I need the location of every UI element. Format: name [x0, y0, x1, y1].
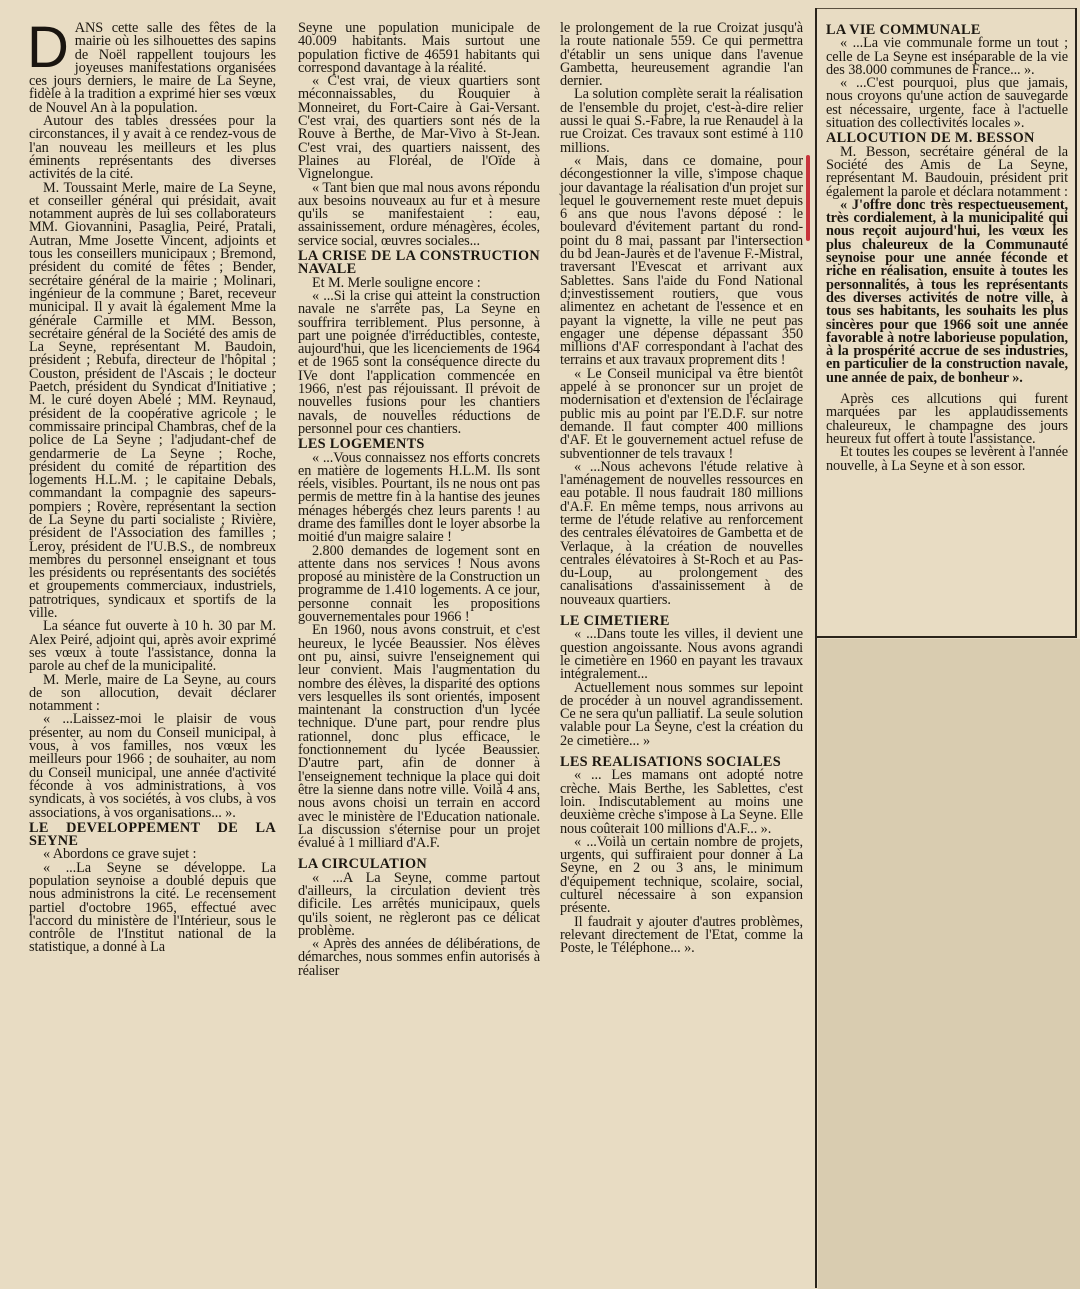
subheading-developpement: LE DEVELOPPEMENT DE LA SEYNE — [29, 819, 276, 850]
red-highlight-mark — [806, 155, 810, 241]
paragraph: Autour des tables dressées pour la circonstances, il y avait à ce rendez-vous de l'an nouveau les meilleurs et les plus éminents représentants des diverses activités de la cité. — [29, 113, 276, 183]
paragraph: Et toutes les coupes se levèrent à l'année nouvelle, à La Seyne et à son essor. — [826, 444, 1068, 474]
drop-cap: D — [27, 15, 69, 80]
column-4 — [826, 22, 1068, 473]
paragraph: « Le Conseil municipal va être bientôt appelé à se prononcer sur un projet de modernisation et d'extension de l'éclairage public mis au point par l'E.D.F. sur notre demande. Il faut compter 400 millions d'AF. Et le gouvernement actuel refuse de subventionner de tels travaux ! — [560, 365, 803, 462]
column-3 — [560, 22, 803, 955]
frame-top-rule — [815, 8, 1077, 9]
paragraph: Et M. Merle souligne encore : — [312, 274, 481, 291]
paragraph: Après ces allcutions qui furent marquées par les applaudissements chaleureux, le champagne des jours heureux fut offert à toute l'assistance. — [826, 391, 1068, 447]
subheading-logements: LES LOGEMENTS — [298, 436, 425, 453]
paragraph: « ...Dans toute les villes, il devient une question angoissante. Nous avons agrandi le cimetière en 1960 en payant les travaux intégralement... — [560, 626, 803, 683]
frame-bottom-rule — [815, 636, 1077, 638]
paragraph: M. Merle, maire de La Seyne, au cours de son allocution, devait déclarer notamment : — [29, 671, 276, 715]
paragraph: « Après des années de délibérations, de démarches, nous sommes enfin autorisés à réaliser — [298, 936, 540, 979]
paragraph: « Tant bien que mal nous avons répondu aux besoins nouveaux au fur et à mesure qu'ils se manifestaient : eau, assainissement, ordure ménagères, écoles, service social, œuvres sociales... — [298, 179, 540, 249]
paragraph: Actuellement nous sommes sur lepoint de procéder à un nouvel agrandissement. Ce ne sera qu'un palliatif. La seule solution valable pour La Seyne, c'est la création du 2e cimetière... » — [560, 679, 803, 749]
frame-right-rule — [1075, 8, 1077, 638]
paragraph: « ...Si la crise qui atteint la construction navale ne s'arrête pas, La Seyne en souffrira terriblement. Plus personne, à part une poignée d'irréductibles, conteste, aujourd'hui, que les licenciements de 1964 et de 1965 sont la conséquence directe du IVe dont l'application commencée en 1966, n'est pas réjouissant. Il prévoit de nouvelles fusions pour les chantiers navals, de nouvelles réductions de personnel pour ces chantiers. — [298, 287, 540, 437]
paragraph: « ...C'est pourquoi, plus que jamais, nous croyons qu'une action de sauvegarde est nécessaire, urgente, face à l'actuelle situation des collectivités locales ». — [826, 75, 1068, 132]
lead-paragraph: ANS cette salle des fêtes de la mairie où les silhouettes des sapins de Noël rappellent toujours les joyeuses manifestations organisées ces jours derniers, le maire de La Seyne, fidèle à la tradition a exprimé hier ses vœux de Nouvel An à la population. — [29, 20, 276, 116]
paragraph: La solution complète serait la réalisation de l'ensemble du projet, c'est-à-dire relier aussi le quai S.-Fabre, la rue Renaudel à la rue Croizat. Ces travaux sont estimé à 110 millions. — [560, 86, 803, 156]
subheading-allocution-besson: ALLOCUTION DE M. BESSON — [826, 130, 1035, 147]
empty-area — [818, 639, 1080, 1289]
paragraph: La séance fut ouverte à 10 h. 30 par M. Alex Peiré, adjoint qui, après avoir exprimé ses vœux à toute l'assistance, donna la parole au chef de la municipalité. — [29, 618, 276, 675]
paragraph: « ...Laissez-moi le plaisir de vous présenter, au nom du Conseil municipal, à vous, à vos familles, nos vœux les meilleurs pour 1966 ; de souhaiter, au nom du Conseil municipal, une année d'activité féconde à vos administrations, à vos syndicats, à vos sociétés, à vos clubs, à vos associations, à vos organisations... ». — [29, 711, 276, 821]
paragraph: « Mais, dans ce domaine, pour décongestionner la ville, s'impose chaque jour davantage la réalisation d'un projet sur lequel le gouvernement reste muet depuis 6 ans que nous l'avons déposé : le boulevard d'évitement partant du rond-point du 8 mai, passant par l'intersection du bd Jean-Jaurès et de l'avenue F.-Mistral, traversant l'Evescat et arrivant aux Sablettes. Sans l'aide du Fond National d;investissement routiers, que vous alimentez en achetant de l'essence et en payant la vignette, la ville ne peut pas engager une dépense dépassant 350 millions d'AF correspondant à l'achat des terrains et aux travaux proprement dits ! — [560, 152, 803, 369]
paragraph: 2.800 demandes de logement sont en attente dans nos services ! Nous avons proposé au ministère de la Construction un programme de 1.410 logements. A ce jour, personne connait les propositions gouvernementales pour 1966 ! — [298, 542, 540, 626]
paragraph: « C'est vrai, de vieux quartiers sont méconnaissables, du Rouquier à Monneiret, du Fort-Caire à Gai-Versant. C'est vrai, des quartiers sont nés de la Rouve à Berthe, de Mar-Vivo à St-Jean. C'est vrai, des quartiers naissent, des Plaines au Floréal, de l'Oïde à Vignelongue. — [298, 73, 540, 183]
paragraph: M. Toussaint Merle, maire de La Seyne, et conseiller général qui présidait, avait notamment auprès de lui ses collaborateurs MM. Giovannini, Pasaglia, Peiré, Pratali, Autran, Mme Josette Vincent, adjoints et tous les conseillers municipaux ; Bremond, président du comité de fêtes ; Bender, secrétaire général de la mairie ; Molinari, ingénieur de la commune ; Baret, receveur municipal. Il y avait là également Mme la générale Carmille et MM. Besson, secrétaire général de la Société des amis de La Seyne, représentant M. Baudoin, président ; Rebufa, directeur de l'hôpital ; Couston, président de l'Ascais ; le docteur Paetch, président du Syndicat d'Initiative ; M. le curé doyen Abelé ; MM. Reynaud, président de la coopérative agricole ; le commissaire principal Chambras, chef de la police de La Seyne ; l'adjudant-chef de gendarmerie de La Seyne ; Roche, président du comité de répartition des logements H.L.M. ; le capitaine Debals, commandant la compagnie des sapeurs-pompiers ; Rovère, représentant la section de La Seyne du parti socialiste ; Rivière, président de l'Association des familles ; Leroy, président de l'U.B.S., de nombreux membres du personnel enseignant et tous les présidents ou représentants des sociétés et groupements commerciaux, industriels, patrotriques, syndicaux et sportifs de la ville. — [29, 179, 276, 622]
paragraph: Il faudrait y ajouter d'autres problèmes, relevant directement de l'Etat, comme la Poste, le Téléphone... ». — [560, 913, 803, 957]
paragraph: « Abordons ce grave sujet : — [43, 846, 197, 863]
subheading-realisations-sociales: LES REALISATIONS SOCIALES — [560, 754, 781, 771]
column-1 — [27, 15, 276, 956]
paragraph: « ...Nous achevons l'étude relative à l'aménagement de nouvelles ressources en eau potable. Il nous faudrait 180 millions d'A.F. En même temps, nous arrivons au terme de l'étude relative au renforcement des centrales élévatoires de Gambetta et de Verlaque, à la création de nouvelles centrales élévatoires à St-Roch et au Pas-du-Loup, au prolongement des canalisations d'assainissement à de nouveaux quartiers. — [560, 458, 803, 608]
subheading-circulation: LA CIRCULATION — [298, 856, 428, 873]
paragraph: « ...Voilà un certain nombre de projets, urgents, qui suffiraient pour donner à La Seyne, en 2 ou 3 ans, le minimum d'équipement technique, scolaire, social, culturel nécessaire à son expansion présente. — [560, 833, 803, 917]
paragraph: Seyne une population municipale de 40.009 habitants. Mais surtout une population fictive de 46591 habitants qui correspond davantage à la réalité. — [298, 20, 540, 76]
paragraph: « ...La vie communale forme un tout ; celle de La Seyne est inséparable de la vie des 38.000 communes de France... ». — [826, 35, 1068, 78]
paragraph: « ...A La Seyne, comme partout d'ailleurs, la circulation devient très dificile. Les arrêtés municipaux, quels qu'ils soient, ne règleront pas ce délicat problème. — [298, 869, 540, 939]
subheading-crise-construction-navale: LA CRISE DE LA CONSTRUCTION NAVALE — [298, 248, 540, 278]
frame-left-rule — [815, 8, 817, 1288]
subheading-cimetiere: LE CIMETIERE — [560, 613, 670, 630]
column-2 — [298, 22, 540, 978]
subheading-vie-communale: LA VIE COMMUNALE — [826, 22, 981, 38]
paragraph: En 1960, nous avons construit, et c'est heureux, le lycée Beaussier. Nos élèves ont pu, ainsi, suivre l'enseignement qui leur convient. Mais l'augmentation du nombre des élèves, la disparité des options vers lesquelles ils sont orientés, imposent maintenant la construction d'un lycée technique. D'une part, pour rendre plus rationnel, donc plus efficace, le fonctionnement du lycée Beaussier. D'autre part, afin de donner à l'enseignement technique la place qui doit être la sienne dans notre ville. Voilà 4 ans, nous avons choisi un terrain en accord avec le ministère de l'Education nationale. La discussion s'éternise pour un projet évalué à 1 milliard d'A.F. — [298, 622, 540, 852]
paragraph: le prolongement de la rue Croizat jusqu'à la route nationale 559. Ce qui permettra d'établir un sens unique dans l'avenue Gambetta, heureusement agrandie l'an dernier. — [560, 20, 803, 90]
paragraph: « ...Vous connaissez nos efforts concrets en matière de logements H.L.M. Ils sont réels, visibles. Pourtant, ils ne nous ont pas permis de mettre fin à la hantise des jeunes ménages hébergés chez leurs parents ! au drame des familles dont le loyer absorbe la moitié d'un maigre salaire ! — [298, 449, 540, 546]
quote-besson: « J'offre donc très respectueusement, très cordialement, à la municipalité qui nous reçoit aujourd'hui, les vœux les plus chaleureux de la Communauté seynoise pour une année féconde et riche en réalisation, ensuite à toutes les personnalités, à tous les représentants des diverses activités de notre ville, à tous ses habitants, les souhaits les plus sincères pour que 1966 soit une année favorable à notre laborieuse population, à la prospérité accrue de ses industries, en particulier de la construction navale, une année de paix, de bonheur ». — [826, 196, 1068, 386]
paragraph: « ... Les mamans ont adopté notre crèche. Mais Berthe, les Sablettes, c'est loin. Indiscutablement au moins une deuxième crèche s'impose à La Seyne. Elle nous coûterait 100 millions d'A.F... ». — [560, 767, 803, 837]
paragraph: M. Besson, secrétaire général de la Société des Amis de La Seyne, représentant M. Baudouin, président prit également la parole et déclara notamment : — [826, 143, 1068, 200]
paragraph: « ...La Seyne se développe. La population seynoise a doublé depuis que nous administrons la cité. Le recensement partiel d'octobre 1965, effectué avec l'accord du ministère de l'Intérieur, sous le contrôle de l'Institut national de la statistique, a donné à La — [29, 859, 276, 956]
